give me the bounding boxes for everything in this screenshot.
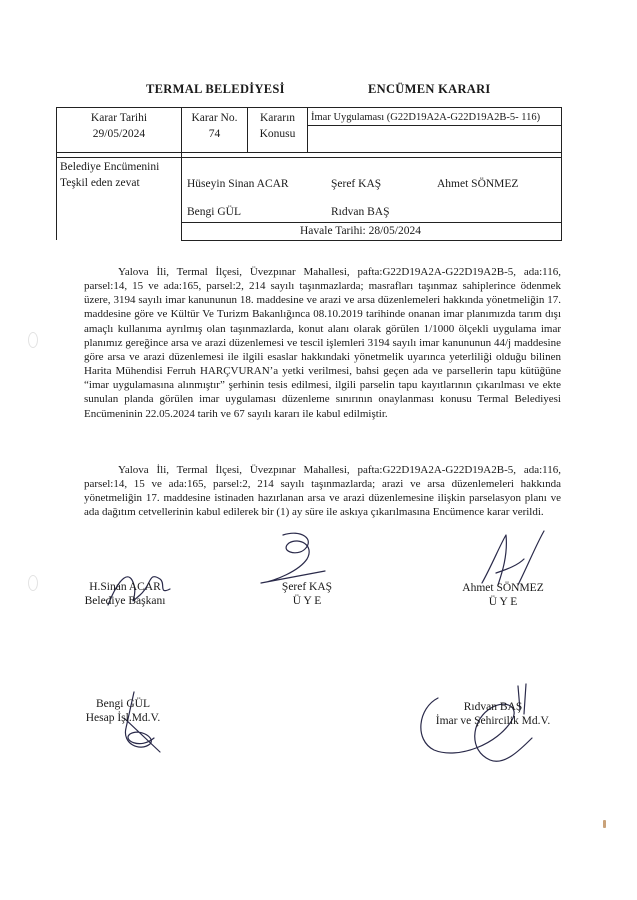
page-edge-mark — [603, 820, 606, 828]
signatory-title: Belediye Başkanı — [84, 595, 166, 607]
signatory-name: Ahmet SÖNMEZ — [462, 582, 544, 594]
signature-block — [418, 700, 568, 728]
signatory-title: İmar ve Şehircilik Md.V. — [435, 715, 551, 727]
decision-type-title: ENCÜMEN KARARI — [368, 82, 491, 96]
signatory-name: Rıdvan BAŞ — [463, 701, 523, 713]
subject-label-1: Kararın — [259, 112, 296, 124]
member-name: Rıdvan BAŞ — [331, 206, 390, 218]
signature-block — [68, 697, 178, 725]
subject-label-2: Konusu — [259, 128, 296, 140]
decision-no-value: 74 — [208, 128, 221, 140]
decision-paragraph-2: Yalova İli, Termal İlçesi, Üvezpınar Mahallesi, pafta:G22D19A2A-G22D19A2B-5, ada:116, parsel:14, 15 ve ada:165, parsel:2, 214 sayılı taşınmazlarda; arazi ve arsa düzenlemeleri hakkında yönetmeliğin 17. maddesine istinaden hazırlanan arsa ve arazi düzenlemesine ilişkin parselasyon planı ve ada dağıtım cetvellerinin kabul edilerek bir (1) ay süre ile askıya çıkarılmasına Encümence karar verildi. — [84, 464, 561, 519]
decision-date-label: Karar Tarihi — [90, 112, 148, 124]
punch-hole-mark — [28, 332, 38, 348]
signatory-title: Ü Y E — [488, 596, 518, 608]
council-label-2: Teşkil eden zevat — [60, 177, 140, 189]
punch-hole-mark — [28, 575, 38, 591]
referral-date: Havale Tarihi: 28/05/2024 — [300, 225, 421, 237]
member-name: Şeref KAŞ — [331, 178, 382, 190]
signature-block — [448, 581, 558, 609]
signatory-name: Şeref KAŞ — [281, 581, 333, 593]
subject-value: İmar Uygulaması (G22D19A2A-G22D19A2B-5- 116) — [311, 112, 541, 123]
signatory-name: Bengi GÜL — [96, 698, 150, 710]
signatory-title: Hesap İşl.Md.V. — [85, 712, 161, 724]
signatory-name: H.Sinan ACAR — [89, 581, 161, 593]
decision-no-label: Karar No. — [191, 112, 238, 124]
decision-date-value: 29/05/2024 — [92, 128, 146, 140]
council-label-1: Belediye Encümenini — [60, 161, 160, 173]
signatory-title: Ü Y E — [292, 595, 322, 607]
signature-block — [262, 580, 352, 608]
decision-paragraph-1: Yalova İli, Termal İlçesi, Üvezpınar Mahallesi, pafta:G22D19A2A-G22D19A2B-5, ada:116, parsel:14, 15 ve ada:165, parsel:2, 214 sayılı taşınmazlarda; masrafları taşınmaz sahiplerince ödenmek üzere, 3194 sayılı imar kanununun 18. maddesine ve arazi ve arsa düzenlemeleri hakkında yönetmeliğin 17. maddesine göre ve Kültür Ve Turizm Bakanlığınca 08.10.2019 tarihinde onanan imar planımızda tarım dışı amaçlı kullanıma ayrılmış olan taşınmazlarda, konut alanı olarak görülen 1/1000 ölçekli uygulama imar planımız gereğince arsa ve arazi düzenlemesi ve tescil işlemleri 3194 sayılı imar kanununun 44/j maddesine göre arsa ve arazi düzenlemesi ile ilgili esaslar hakkındaki yönetmelik uyarınca yeterliliği olduğu bilinen Harita Mühendisi Ferruh HARÇVURAN’a yetki verilmesi, bahsi geçen ada ve parsellerin tapu kütüğüne “imar uygulamasına alınmıştır” şerhinin tesis edilmesi, ilgili parselin tapu kayıtlarının çıkarılması ve ekte sunulan planda görülen imar uygulaması düzenleme sınırının onaylanması konusu Termal Belediyesi Encümeninin 22.05.2024 tarih ve 67 sayılı kararı ile kabul edilmiştir. — [84, 266, 561, 420]
municipality-title: TERMAL BELEDİYESİ — [146, 82, 285, 96]
signature-block — [70, 580, 180, 608]
member-name: Bengi GÜL — [187, 206, 241, 218]
member-name: Ahmet SÖNMEZ — [437, 178, 519, 190]
member-name: Hüseyin Sinan ACAR — [187, 178, 289, 190]
